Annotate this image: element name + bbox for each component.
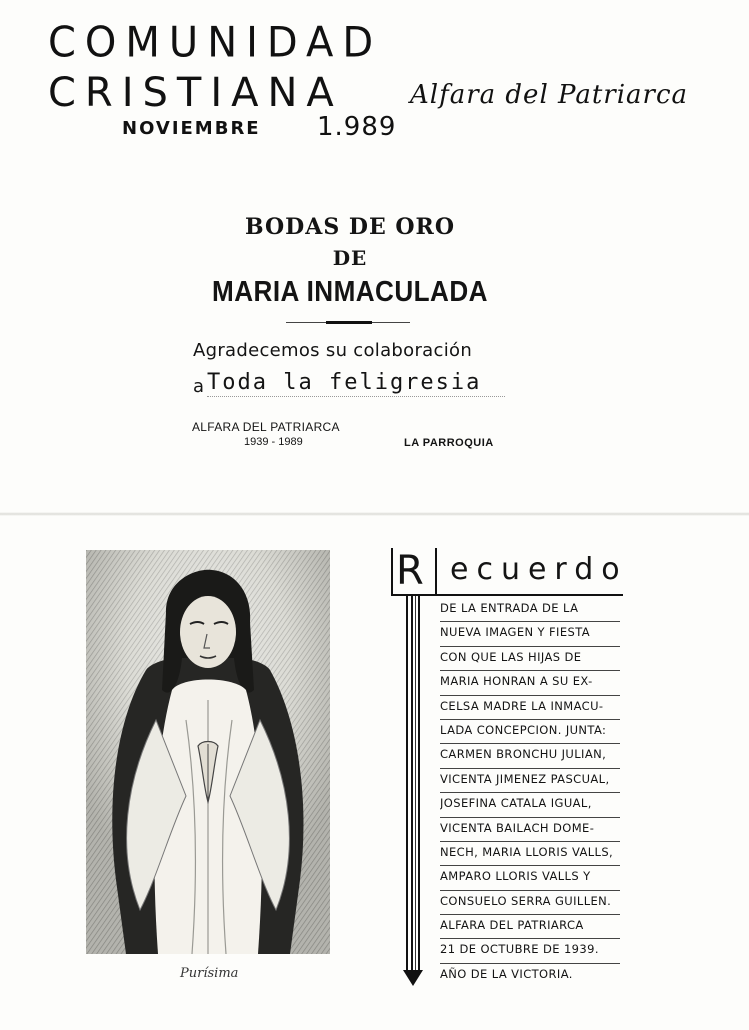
recuerdo-title: ecuerdo [450,552,628,587]
recuerdo-line: VICENTA BAILACH DOME- [440,818,620,842]
recuerdo-line: CARMEN BRONCHU JULIAN, [440,744,620,768]
recuerdo-line: NUEVA IMAGEN Y FIESTA [440,622,620,646]
recuerdo-line: CONSUELO SERRA GUILLEN. [440,891,620,915]
paper-fold-line [0,512,749,516]
header-place: Alfara del Patriarca [410,80,689,110]
recuerdo-underline [391,594,623,596]
arrow-down-icon [403,970,423,986]
card-title-bodas: BODAS DE ORO [245,214,455,240]
recuerdo-line: LADA CONCEPCION. JUNTA: [440,720,620,744]
recuerdo-line: VICENTA JIMENEZ PASCUAL, [440,769,620,793]
purisima-image [86,550,330,954]
header-year: 1.989 [317,112,397,142]
recuerdo-initial: R [396,548,424,594]
dedication-handwritten: Toda la feligresia [207,370,482,395]
card-place: ALFARA DEL PATRIARCA [192,420,340,434]
recuerdo-line: AMPARO LLORIS VALLS Y [440,866,620,890]
header-month: NOVIEMBRE [122,118,261,139]
recuerdo-line: CON QUE LAS HIJAS DE [440,647,620,671]
card-years: 1939 - 1989 [244,436,303,448]
image-caption: Purísima [180,966,239,981]
recuerdo-line: JOSEFINA CATALA IGUAL, [440,793,620,817]
card-title-de: DE [332,246,368,270]
dedication-line [193,370,505,398]
recuerdo-line: NECH, MARIA LLORIS VALLS, [440,842,620,866]
title-rule-thick [326,321,372,324]
recuerdo-line: DE LA ENTRADA DE LA [440,598,620,622]
dedication-dotted-line [207,396,505,397]
arrow-shaft-decoration [406,596,420,972]
recuerdo-line: MARIA HONRAN A SU EX- [440,671,620,695]
recuerdo-line: CELSA MADRE LA INMACU- [440,696,620,720]
recuerdo-line: ALFARA DEL PATRIARCA [440,915,620,939]
header-line-comunidad: COMUNIDAD [48,18,383,68]
dedication-prefix: a [193,376,205,397]
recuerdo-line: AÑO DE LA VICTORIA. [440,966,573,981]
thanks-text: Agradecemos su colaboración [193,340,473,361]
card-signature: LA PARROQUIA [404,437,494,449]
card-title-maria: MARIA INMACULADA [212,276,488,308]
recuerdo-line: 21 DE OCTUBRE DE 1939. [440,939,620,963]
header-line-cristiana: CRISTIANA [48,70,343,116]
recuerdo-text [440,598,620,988]
